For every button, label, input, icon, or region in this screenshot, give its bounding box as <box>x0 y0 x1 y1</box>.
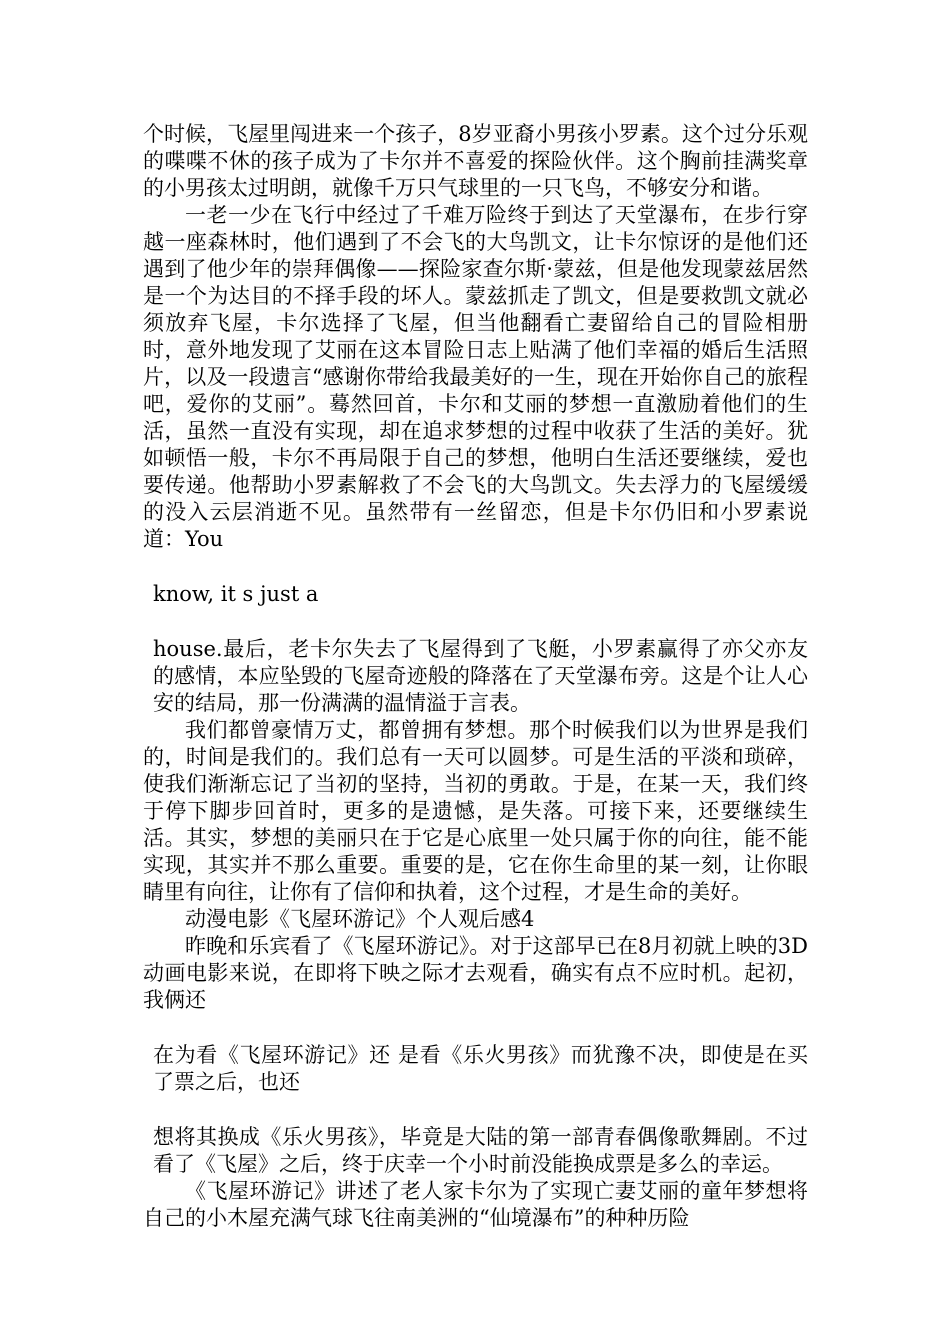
paragraph-dreams: 我们都曾豪情万丈，都曾拥有梦想。那个时候我们以为世界是我们的，时间是我们的。我们总有一天可以圆梦。可是生活的平淡和琐碎，使我们渐渐忘记了当初的坚持，当初的勇敢。于是，在某一天，我们终于停下脚步回首时，更多的是遗憾，是失落。可接下来，还要继续生活。其实，梦想的美丽只在于它是心底里一处只属于你的向往，能不能实现，其实并不那么重要。重要的是，它在你生命里的某一刻，让你眼睛里有向往，让你有了信仰和执着，这个过程，才是生命的美好。 <box>143 718 808 904</box>
paragraph-quote-fragment: know, it s just a <box>153 582 319 606</box>
paragraph-synopsis: 《飞屋环游记》讲述了老人家卡尔为了实现亡妻艾丽的童年梦想将自己的小木屋充满气球飞往南美洲的“仙境瀑布”的种种历险 <box>143 1179 808 1230</box>
paragraph-last-night: 昨晚和乐宾看了《飞屋环游记》。对于这部早已在8月初就上映的3D动画电影来说，在即将下映之际才去观看，确实有点不应时机。起初，我俩还 <box>143 934 808 1012</box>
paragraph-ending: house.最后，老卡尔失去了飞屋得到了飞艇，小罗素赢得了亦父亦友的感情，本应坠毁的飞屋奇迹般的降落在了天堂瀑布旁。这是个让人心安的结局，那一份满满的温情溢于言表。 <box>153 637 808 715</box>
paragraph-paradise-falls: 一老一少在飞行中经过了千难万险终于到达了天堂瀑布，在步行穿越一座森林时，他们遇到了不会飞的大鸟凯文，让卡尔惊讶的是他们还遇到了他少年的崇拜偶像——探险家查尔斯·蒙兹，但是他发现蒙兹居然是一个为达目的不择手段的坏人。蒙兹抓走了凯文，但是要救凯文就必须放弃飞屋，卡尔选择了飞屋，但当他翻看亡妻留给自己的冒险相册时，意外地发现了艾丽在这本冒险日志上贴满了他们幸福的婚后生活照片，以及一段遗言“感谢你带给我最美好的一生，现在开始你自己的旅程吧，爱你的艾丽”。蓦然回首，卡尔和艾丽的梦想一直激励着他们的生活，虽然一直没有实现，却在追求梦想的过程中收获了生活的美好。犹如顿悟一般，卡尔不再局限于自己的梦想，他明白生活还要继续，爱也要传递。他帮助小罗素解救了不会飞的大鸟凯文。失去浮力的飞屋缓缓的没入云层消逝不见。虽然带有一丝留恋，但是卡尔仍旧和小罗素说道：You <box>143 203 808 551</box>
paragraph-glad: 想将其换成《乐火男孩》，毕竟是大陆的第一部青春偶像歌舞剧。不过看了《飞屋》之后，终于庆幸一个小时前没能换成票是多么的幸运。 <box>153 1125 808 1176</box>
paragraph-russell-intro: 个时候，飞屋里闯进来一个孩子，8岁亚裔小男孩小罗素。这个过分乐观的喋喋不休的孩子成为了卡尔并不喜爱的探险伙伴。这个胸前挂满奖章的小男孩太过明朗，就像千万只气球里的一只飞鸟，不够安分和谐。 <box>143 122 808 200</box>
paragraph-hesitation: 在为看《飞屋环游记》还 是看《乐火男孩》而犹豫不决，即使是在买了票之后，也还 <box>153 1043 808 1094</box>
document-body <box>143 121 808 1232</box>
section-heading-review-4: 动漫电影《飞屋环游记》个人观后感4 <box>185 907 535 931</box>
